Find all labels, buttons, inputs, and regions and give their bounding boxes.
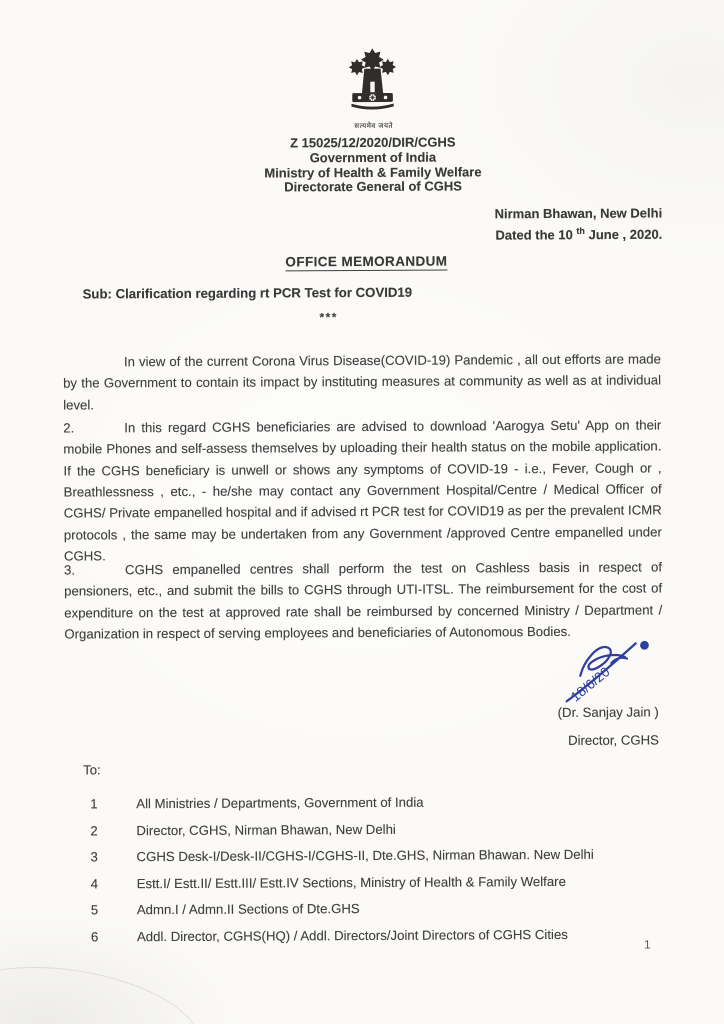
paragraph-number: 3. bbox=[63, 562, 76, 578]
memo-title: OFFICE MEMORANDUM bbox=[285, 253, 448, 270]
paragraph-3 bbox=[64, 557, 662, 645]
paragraph-text: In view of the current Corona Virus Disease(COVID-19) Pandemic , all out efforts are made by the Government to contain its impact by instituting measures at community as well as at individual level. bbox=[63, 351, 662, 413]
dateline bbox=[495, 204, 663, 243]
emblem-motto: सत्यमेव जयते bbox=[354, 122, 394, 131]
distribution-item: 6 Addl. Director, CGHS(HQ) / Addl. Directors/Joint Directors of CGHS Cities bbox=[90, 926, 568, 944]
distribution-item: 4 Estt.I/ Estt.II/ Estt.III/ Estt.IV Sections, Ministry of Health & Family Welfare bbox=[90, 873, 566, 891]
separator-stars: *** bbox=[319, 310, 338, 325]
paragraph-1 bbox=[63, 349, 661, 416]
reference-number: Z 15025/12/2020/DIR/CGHS bbox=[290, 134, 456, 151]
ashoka-emblem-icon bbox=[330, 46, 414, 124]
distribution-item: 1 All Ministries / Departments, Government of India bbox=[90, 794, 424, 812]
signature-block bbox=[558, 704, 659, 749]
page-number: 1 bbox=[643, 937, 651, 952]
paragraph-text: CGHS empanelled centres shall perform the test on Cashless basis in respect of pensioners, etc., and submit the bills to CGHS through UTI-ITSL. The reimbursement for the cost of expenditure on the test at approved rate shall be reimbursed by concerned Ministry / Department / Organization in respect of serving employees and beneficiaries of Autonomous Bodies. bbox=[64, 559, 663, 642]
org-line-government: Government of India bbox=[309, 149, 437, 166]
distribution-list bbox=[90, 789, 594, 951]
signatory-name: (Dr. Sanjay Jain ) bbox=[557, 704, 659, 720]
distribution-item: 5 Admn.I / Admn.II Sections of Dte.GHS bbox=[90, 901, 360, 918]
distribution-label: To: bbox=[83, 762, 101, 778]
org-line-ministry: Ministry of Health & Family Welfare bbox=[264, 163, 482, 181]
paragraph-text: In this regard CGHS beneficiaries are advised to download 'Aarogya Setu' App on their mobile Phones and self-assess themselves by uploading their health status on the mobile application. If the CGHS beneficiary is unwell or shows any symptoms of COVID-19 - i.e., Fever, Cough or , Breathlessness , etc., - he/she may contact any Government Hospital/Centre / Medical Officer of CGHS/ Private empanelled hospital and if advised rt PCR test for COVID19 as per the prevalent ICMR protocols , the same may be undertaken from any Government /approved Centre empanelled under CGHS. bbox=[63, 417, 662, 564]
subject-line: Sub: Clarification regarding rt PCR Test for COVID19 bbox=[82, 284, 413, 302]
paragraph-number: 2. bbox=[63, 420, 75, 436]
signature-date-note: 18/6/20 bbox=[567, 664, 613, 705]
distribution-item: 3 CGHS Desk-I/Desk-II/CGHS-I/CGHS-II, Dte.GHS, Nirman Bhawan. New Delhi bbox=[90, 846, 594, 865]
letterhead bbox=[11, 134, 724, 197]
signature-scribble-icon bbox=[552, 636, 660, 715]
paragraph-2 bbox=[63, 415, 662, 567]
org-line-directorate: Directorate General of CGHS bbox=[284, 178, 462, 195]
signatory-designation: Director, CGHS bbox=[568, 732, 659, 748]
dateline-date: Dated the 10 $^{th}$ June , 2020. bbox=[495, 225, 663, 243]
distribution-item: 2 Director, CGHS, Nirman Bhawan, New Delhi bbox=[90, 821, 396, 838]
dateline-place: Nirman Bhawan, New Delhi bbox=[494, 205, 663, 222]
